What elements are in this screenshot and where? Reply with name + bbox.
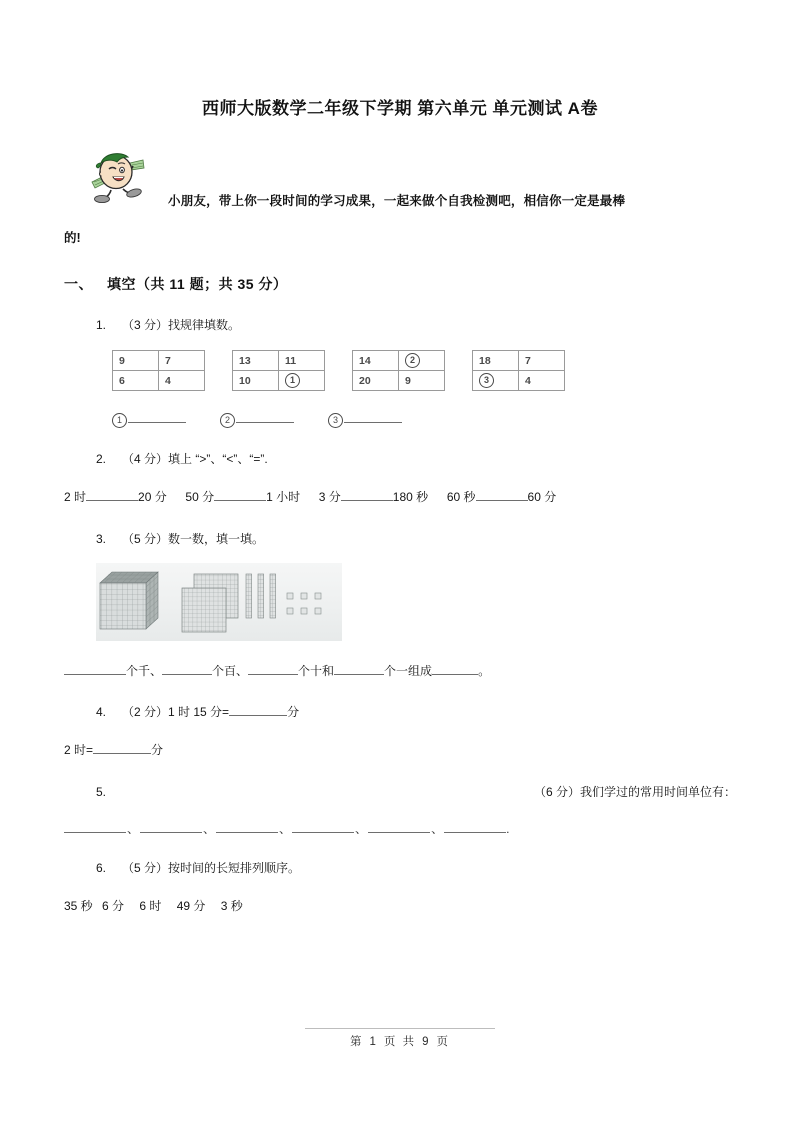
compare-right-4: 60 分: [527, 490, 557, 505]
question-3-text: 数一数，填一填。: [168, 531, 265, 546]
fill-blank-thousand[interactable]: [64, 674, 126, 675]
grid-cell: 6: [113, 371, 159, 391]
ten-rod-3: [270, 574, 276, 618]
question-3-fill-sentence: [64, 661, 736, 681]
base-ten-blocks-figure: [96, 563, 342, 641]
answer-item-3: [328, 413, 402, 428]
time-item-5: 3 秒: [220, 898, 243, 913]
circled-number-3: 3: [479, 373, 494, 388]
question-3-score: （5 分）: [122, 531, 169, 546]
question-1-score: （3 分）: [122, 318, 169, 333]
question-4: [64, 703, 736, 760]
intro-block: [64, 146, 736, 246]
grid-cell: 9: [399, 371, 445, 391]
compare-left-4: 60 秒: [446, 490, 476, 505]
question-3: [64, 530, 736, 681]
ten-rod-1: [246, 574, 252, 618]
question-5-end: .: [506, 821, 510, 836]
circled-label-2: 2: [220, 413, 235, 428]
question-4-blank-2[interactable]: [93, 753, 151, 754]
table-row: [233, 351, 325, 371]
section-meta: （共 11 题；共 35 分）: [136, 276, 288, 293]
grid-cell: 4: [519, 371, 565, 391]
question-1-head: [96, 316, 736, 333]
answer-item-1: [112, 413, 186, 428]
grid-cell-blank-3[interactable]: [473, 371, 519, 391]
blank-separator-3: 、: [279, 821, 292, 836]
question-2: [64, 450, 736, 507]
blank-separator-1: 、: [127, 821, 140, 836]
question-4-left-2: 2 时=: [64, 743, 94, 758]
compare-blank-4[interactable]: [476, 500, 528, 501]
hundred-flat-front: [182, 588, 226, 632]
question-4-unit-2: 分: [151, 743, 164, 758]
question-5-prompt: [534, 783, 736, 800]
question-4-head: [96, 703, 736, 720]
compare-blank-3[interactable]: [341, 500, 393, 501]
page-number-text: [0, 1033, 800, 1049]
blank-separator-4: 、: [355, 821, 368, 836]
fill-blank-total[interactable]: [432, 674, 478, 675]
answer-blank-3[interactable]: [344, 422, 402, 423]
question-6-prompt: [122, 859, 736, 876]
circled-label-1: 1: [112, 413, 127, 428]
grid-cell: 7: [159, 351, 205, 371]
question-5-number: 5.: [96, 784, 107, 799]
number-grid-1: [112, 350, 205, 391]
question-1-prompt: [122, 316, 736, 333]
footer-suffix: 页: [436, 1036, 450, 1048]
compare-right-3: 180 秒: [392, 490, 429, 505]
compare-left-1: 2 时: [64, 490, 87, 505]
question-4-prompt: [122, 703, 736, 720]
question-5-score: （6 分）: [533, 784, 580, 799]
time-unit-blank-1[interactable]: [64, 832, 126, 833]
number-grid-4: [472, 350, 565, 391]
blank-separator-2: 、: [203, 821, 216, 836]
table-row: [473, 371, 565, 391]
table-row: [353, 371, 445, 391]
question-5: [64, 783, 736, 837]
question-3-head: [96, 530, 736, 547]
fill-blank-one[interactable]: [334, 674, 384, 675]
compare-blank-1[interactable]: [86, 500, 138, 501]
question-6: [64, 859, 736, 916]
question-6-items: [64, 896, 736, 916]
answer-item-2: [220, 413, 294, 428]
number-grid-3: [352, 350, 445, 391]
question-6-head: [96, 859, 736, 876]
compare-left-2: 50 分: [185, 490, 215, 505]
ten-rod-2: [258, 574, 264, 618]
blank-separator-5: 、: [431, 821, 444, 836]
answer-blank-2[interactable]: [236, 422, 294, 423]
page-footer: [0, 1028, 800, 1049]
unit-thousand-label: 个千、: [126, 663, 163, 678]
unit-hundred-label: 个百、: [212, 663, 249, 678]
unit-cubes: [287, 593, 321, 614]
time-unit-blank-4[interactable]: [292, 832, 354, 833]
question-4-unit-1: 分: [287, 705, 300, 720]
question-1-number: 1.: [96, 318, 107, 333]
compare-right-1: 20 分: [138, 490, 167, 505]
unit-one-label: 个一组成: [384, 663, 433, 678]
question-5-text: 我们学过的常用时间单位有：: [579, 784, 736, 799]
question-5-head: [96, 783, 736, 800]
question-2-prompt: [122, 450, 736, 467]
grid-cell: 9: [113, 351, 159, 371]
time-item-2: 6 分: [102, 898, 125, 913]
time-item-1: 35 秒: [64, 898, 93, 913]
intro-paragraph-tail: 的!: [64, 231, 81, 246]
table-row: [353, 351, 445, 371]
grid-cell: 4: [159, 371, 205, 391]
time-unit-blank-5[interactable]: [368, 832, 430, 833]
time-item-3: 6 时: [139, 898, 162, 913]
question-4-second-line: [64, 740, 736, 760]
time-item-4: 49 分: [176, 898, 206, 913]
question-2-compare-row: [64, 487, 736, 507]
circled-label-3: 3: [328, 413, 343, 428]
question-4-number: 4.: [96, 705, 107, 720]
grid-cell: 10: [233, 371, 279, 391]
question-2-score: （4 分）: [122, 452, 169, 467]
question-2-head: [96, 450, 736, 467]
footer-current-page: 1: [369, 1036, 378, 1048]
question-6-number: 6.: [96, 860, 107, 875]
question-1-text: 找规律填数。: [168, 318, 241, 333]
time-unit-blank-2[interactable]: [140, 832, 202, 833]
page-title: 西师大版数学二年级下学期 第六单元 单元测试 A卷: [202, 99, 598, 118]
time-unit-blank-3[interactable]: [216, 832, 278, 833]
question-2-number: 2.: [96, 452, 107, 467]
intro-paragraph: 小朋友，带上你一段时间的学习成果，一起来做个自我检测吧，相信你一定是最棒: [168, 194, 626, 209]
number-grid-2: [232, 350, 325, 391]
table-row: [233, 371, 325, 391]
grid-cell-blank-1[interactable]: [279, 371, 325, 391]
question-4-score: （2 分）: [122, 705, 169, 720]
table-row: [473, 351, 565, 371]
grid-cell-blank-2[interactable]: [399, 351, 445, 371]
table-row: [113, 351, 205, 371]
fill-sentence-end: 。: [478, 663, 491, 678]
grid-cell: 7: [519, 351, 565, 371]
time-unit-blank-6[interactable]: [444, 832, 506, 833]
question-3-number: 3.: [96, 531, 107, 546]
question-1: [64, 316, 736, 428]
section-heading: [64, 274, 736, 294]
question-5-answer-blanks: [64, 820, 736, 837]
question-2-text: 填上 “>”、“<”、“=”.: [168, 452, 268, 467]
fill-blank-ten[interactable]: [248, 674, 298, 675]
footer-middle: 页 共: [383, 1036, 417, 1048]
grid-cell: 14: [353, 351, 399, 371]
thousand-cube: [100, 572, 158, 629]
table-row: [113, 371, 205, 391]
compare-blank-2[interactable]: [214, 500, 266, 501]
footer-total-pages: 9: [422, 1036, 431, 1048]
fill-blank-hundred[interactable]: [162, 674, 212, 675]
question-1-answer-blanks: [96, 413, 736, 428]
answer-blank-1[interactable]: [128, 422, 186, 423]
question-4-text: 1 时 15 分=: [168, 705, 230, 720]
grid-cell: 11: [279, 351, 325, 371]
unit-ten-label: 个十和: [298, 663, 335, 678]
section-number: 一、: [64, 276, 93, 293]
footer-prefix: 第: [349, 1036, 364, 1048]
section-label: 填空: [107, 276, 136, 293]
cartoon-student-icon: [87, 146, 149, 208]
circled-number-2: 2: [405, 353, 420, 368]
question-3-prompt: [122, 530, 736, 547]
compare-left-3: 3 分: [318, 490, 341, 505]
grid-cell: 13: [233, 351, 279, 371]
question-6-score: （5 分）: [122, 860, 169, 875]
footer-divider: [305, 1028, 495, 1029]
compare-right-2: 1 小时: [266, 490, 301, 505]
grid-cell: 20: [353, 371, 399, 391]
circled-number-1: 1: [285, 373, 300, 388]
number-pattern-grids: [96, 350, 736, 391]
question-6-text: 按时间的长短排列顺序。: [168, 860, 301, 875]
question-4-blank-1[interactable]: [229, 715, 287, 716]
grid-cell: 18: [473, 351, 519, 371]
